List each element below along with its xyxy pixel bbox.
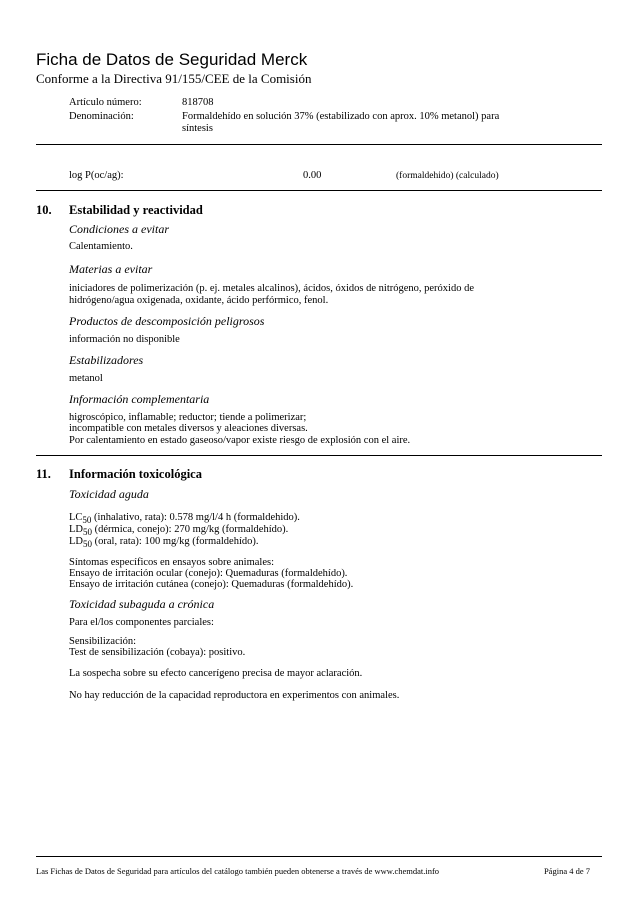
section-10-title: Estabilidad y reactividad bbox=[69, 203, 203, 217]
symptoms-line1: Síntomas específicos en ensayos sobre animales: bbox=[69, 557, 274, 568]
carcinogenic-text: La sospecha sobre su efecto cancerígeno precisa de mayor aclaración. bbox=[69, 668, 363, 679]
complementary-line3: Por calentamiento en estado gaseoso/vapor existe riesgo de explosión con el aire. bbox=[69, 435, 411, 446]
materials-heading: Materias a evitar bbox=[69, 262, 153, 276]
document-subtitle: Conforme a la Directiva 91/155/CEE de la Comisión bbox=[36, 71, 312, 86]
divider bbox=[36, 144, 602, 145]
name-value-line2: síntesis bbox=[182, 123, 213, 134]
section-10-number: 10. bbox=[36, 203, 52, 217]
divider bbox=[36, 455, 602, 456]
symptoms-line3: Ensayo de irritación cutánea (conejo): Quemaduras (formaldehído). bbox=[69, 579, 354, 590]
materials-line1: iniciadores de polimerización (p. ej. metales alcalinos), ácidos, óxidos de nitrógeno, peróxido de bbox=[69, 283, 474, 294]
stabilizers-heading: Estabilizadores bbox=[69, 353, 144, 367]
logp-value: 0.00 bbox=[303, 170, 322, 181]
toxicity-value-ld50-dermal: $LD_{50}$ (dérmica, conejo): 270 mg/kg (formaldehído). bbox=[69, 524, 289, 537]
name-value-line1: Formaldehído en solución 37% (estabilizado con aprox. 10% metanol) para bbox=[182, 111, 500, 122]
components-text: Para el/los componentes parciales: bbox=[69, 617, 214, 628]
conditions-text: Calentamiento. bbox=[69, 241, 133, 252]
footer-divider bbox=[36, 856, 602, 857]
conditions-heading: Condiciones a evitar bbox=[69, 222, 169, 236]
article-value: 818708 bbox=[182, 97, 214, 108]
footer-note: Las Fichas de Datos de Seguridad para artículos del catálogo también pueden obtenerse a través de www.chemdat.info bbox=[36, 866, 440, 876]
reproduction-text: No hay reducción de la capacidad reproductora en experimentos con animales. bbox=[69, 690, 400, 701]
logp-note: (formaldehido) (calculado) bbox=[396, 171, 499, 181]
stabilizers-text: metanol bbox=[69, 373, 103, 384]
decomposition-text: información no disponible bbox=[69, 334, 180, 345]
section-11-number: 11. bbox=[36, 467, 51, 481]
complementary-line1: higroscópico, inflamable; reductor; tiende a polimerizar; bbox=[69, 412, 307, 423]
complementary-line2: incompatible con metales diversos y aleaciones diversas. bbox=[69, 423, 308, 434]
complementary-heading: Información complementaria bbox=[69, 392, 210, 406]
section-11-title: Información toxicológica bbox=[69, 467, 202, 481]
materials-line2: hidrógeno/agua oxigenada, oxidante, ácido perfórmico, fenol. bbox=[69, 295, 329, 306]
symptoms-line2: Ensayo de irritación ocular (conejo): Quemaduras (formaldehído). bbox=[69, 568, 348, 579]
toxicity-value-lc50: $LC_{50}$ (inhalativo, rata): 0.578 mg/l/4 h (formaldehido). bbox=[69, 512, 300, 525]
divider bbox=[36, 190, 602, 191]
chronic-toxicity-heading: Toxicidad subaguda a crónica bbox=[69, 597, 215, 611]
decomposition-heading: Productos de descomposición peligrosos bbox=[69, 314, 265, 328]
document-title: Ficha de Datos de Seguridad Merck bbox=[36, 50, 308, 69]
sensitization-line2: Test de sensibilización (cobaya): positivo. bbox=[69, 647, 246, 658]
sensitization-line1: Sensibilización: bbox=[69, 636, 137, 647]
name-label: Denominación: bbox=[69, 111, 134, 122]
logp-label: log P(oc/ag): bbox=[69, 170, 124, 181]
toxicity-value-ld50-oral: $LD_{50}$ (oral, rata): 100 mg/kg (formaldehído). bbox=[69, 536, 259, 549]
acute-toxicity-heading: Toxicidad aguda bbox=[69, 487, 149, 501]
page-number: Página 4 de 7 bbox=[543, 866, 590, 876]
article-label: Artículo número: bbox=[69, 97, 142, 108]
